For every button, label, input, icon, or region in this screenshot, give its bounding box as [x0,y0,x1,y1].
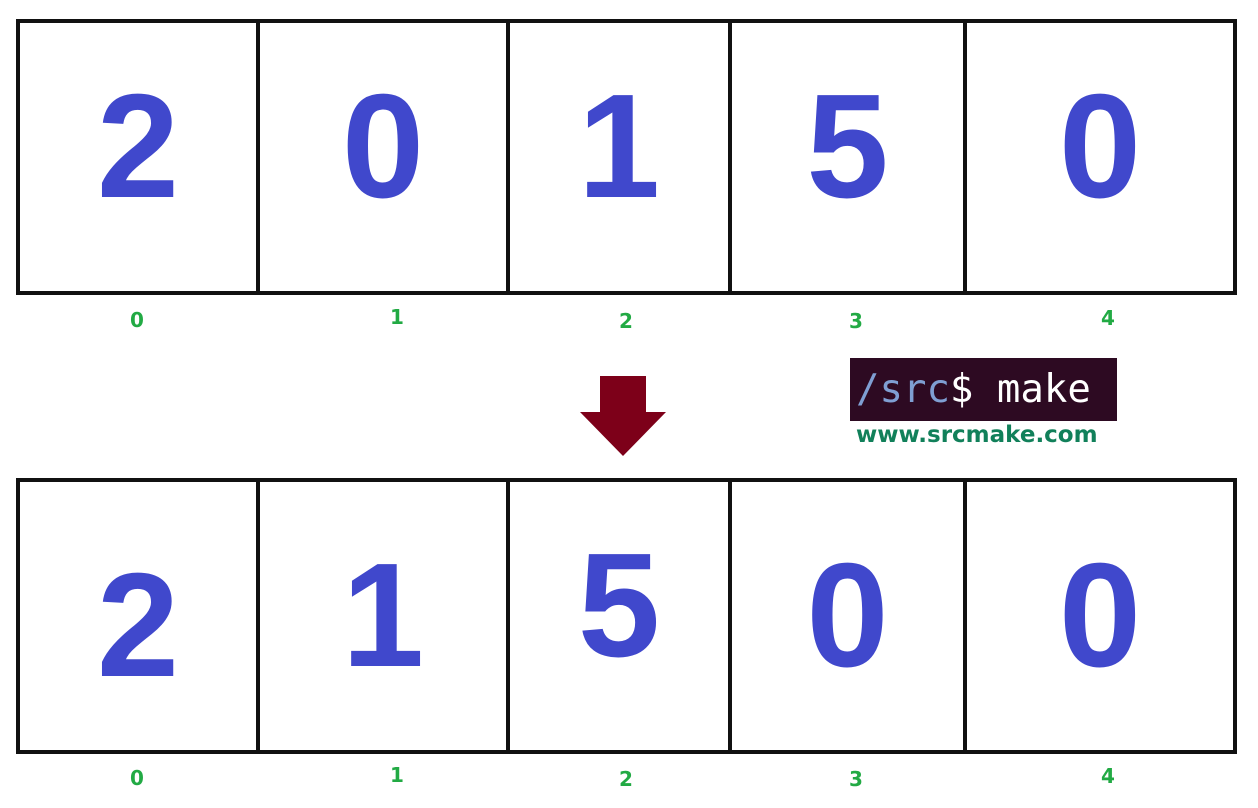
array-after-index-3: 3 [849,767,863,791]
array-after-cell-4 [967,482,1233,750]
array-after-index-1: 1 [390,763,404,787]
array-after-index-4: 4 [1101,764,1115,788]
brand-path: /src [856,367,950,412]
array-before-value-0: 2 [96,64,180,229]
array-before-value-2: 1 [577,64,661,229]
array-before-index-1: 1 [390,305,404,329]
array-before-value-3: 5 [806,64,889,229]
array-after-value-2: 5 [577,523,661,688]
array-after-value-4: 0 [1058,533,1142,698]
array-after-cell-0 [20,482,260,750]
array-after-cell-1 [260,482,510,750]
array-before-index-0: 0 [130,308,144,332]
array-after-index-2: 2 [619,767,633,791]
array-before [16,19,1237,295]
array-after-index-0: 0 [130,766,144,790]
array-before-index-3: 3 [849,309,863,333]
array-after-value-3: 0 [806,533,889,698]
array-before-cell-4 [967,23,1233,291]
array-before-index-4: 4 [1101,306,1115,330]
array-after-cell-3 [732,482,967,750]
array-before-cell-3 [732,23,967,291]
brand-logo [850,358,1117,421]
brand-url: www.srcmake.com [856,422,1098,448]
array-after-cell-2 [510,482,732,750]
array-before-value-4: 0 [1058,64,1142,229]
array-before-value-1: 0 [341,64,425,229]
array-after-value-0: 2 [96,543,180,708]
array-before-cell-0 [20,23,260,291]
arrow-down-icon [580,376,666,456]
array-before-cell-2 [510,23,732,291]
array-after [16,478,1237,754]
brand-command: $ make [949,367,1091,412]
array-after-value-1: 1 [341,533,425,698]
array-before-cell-1 [260,23,510,291]
array-before-index-2: 2 [619,309,633,333]
